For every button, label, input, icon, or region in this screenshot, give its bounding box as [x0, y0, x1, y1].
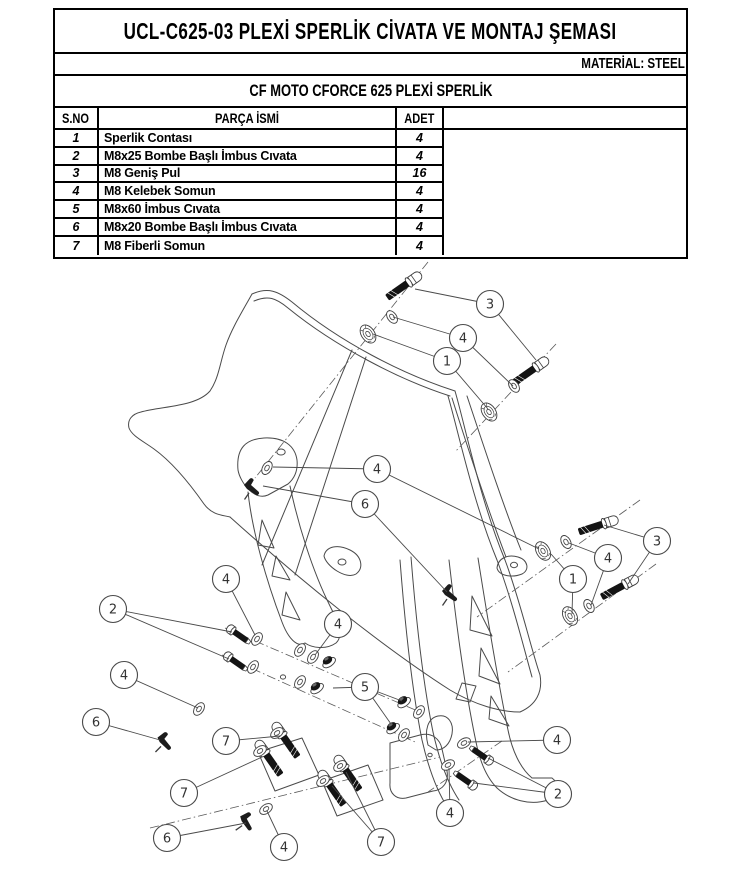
dome-bolt-glyph: [222, 650, 250, 673]
allen-bolt-glyph: [599, 573, 641, 602]
balloon-number: 4: [458, 331, 468, 347]
balloon-number: 1: [568, 572, 578, 588]
mounting-frame: [400, 396, 558, 808]
washer-glyph: [191, 701, 206, 718]
dome-bolt-glyph: [225, 623, 253, 646]
table-empty-area: [444, 130, 686, 255]
balloon-number: 3: [485, 297, 495, 313]
material-row: [55, 54, 686, 76]
balloon-number: 4: [221, 572, 231, 588]
part-row-name: M8 Fiberli Somun: [99, 237, 397, 255]
dome-bolt-glyph: [452, 768, 480, 791]
part-row-name: M8 Geniş Pul: [99, 166, 397, 184]
balloon-number: 4: [603, 551, 613, 567]
balloon-number: 6: [91, 715, 101, 731]
balloon-number: 6: [360, 497, 370, 513]
material-label: MATERİAL: STEEL: [580, 56, 685, 72]
parts-table: [55, 108, 686, 255]
balloon-number: 2: [553, 787, 563, 803]
part-row-qty: 16: [397, 166, 444, 184]
column-header-sno: S.NO: [55, 108, 99, 130]
column-header-empty: [444, 108, 686, 130]
balloon-number: 4: [445, 806, 455, 822]
washer-glyph: [245, 659, 260, 676]
balloon-number: 4: [119, 668, 129, 684]
document-subtitle: CF MOTO CFORCE 625 PLEXİ SPERLİK: [248, 81, 493, 100]
gasket-glyph: [532, 539, 553, 563]
part-row-no: 2: [55, 148, 99, 166]
balloon-leader-line: [377, 469, 539, 549]
balloon-number: 3: [652, 534, 662, 550]
allen-bolt-glyph: [253, 738, 286, 778]
part-row-qty: 4: [397, 201, 444, 219]
part-row-qty: 4: [397, 130, 444, 148]
allen-bolt-glyph: [332, 753, 365, 793]
balloon-leader-line: [365, 504, 447, 592]
washer-glyph: [411, 704, 426, 721]
part-row-no: 3: [55, 166, 99, 184]
wing-fastener-glyph: [155, 731, 174, 755]
balloon-number: 4: [279, 840, 289, 856]
gasket-glyph: [559, 604, 580, 628]
document-title: UCL-C625-03 PLEXİ SPERLİK CİVATA VE MONTAJ ŞEMASI: [124, 17, 617, 44]
washer-glyph: [384, 309, 399, 326]
column-header-qty: ADET: [397, 108, 444, 130]
balloon-leader-line: [113, 609, 232, 632]
part-row-qty: 4: [397, 237, 444, 255]
balloon-number: 7: [376, 835, 386, 851]
part-row-name: M8x25 Bombe Başlı İmbus Cıvata: [99, 148, 397, 166]
balloon-leader-line: [113, 609, 229, 659]
part-row-no: 6: [55, 219, 99, 237]
gasket-glyph: [357, 322, 379, 346]
balloon-number: 5: [360, 680, 370, 696]
washer-glyph: [258, 801, 275, 816]
gasket-glyph: [478, 400, 500, 424]
part-row-qty: 4: [397, 219, 444, 237]
washer-glyph: [260, 460, 275, 477]
flange-nut-glyph: [308, 679, 326, 696]
flange-nut-glyph: [320, 653, 338, 670]
balloon-number: 2: [108, 602, 118, 618]
allen-bolt-glyph: [384, 270, 424, 303]
balloon-leader-line: [273, 467, 377, 469]
wing-fastener-glyph: [244, 478, 259, 499]
balloon-number: 4: [333, 617, 343, 633]
washer-glyph: [292, 642, 307, 659]
part-row-qty: 4: [397, 183, 444, 201]
balloon-number: 6: [162, 831, 172, 847]
part-row-name: M8x20 Bombe Başlı İmbus Cıvata: [99, 219, 397, 237]
wing-fastener-glyph: [235, 810, 256, 835]
balloon-callouts: [83, 291, 671, 861]
part-row-no: 1: [55, 130, 99, 148]
washer-glyph: [249, 631, 264, 648]
wing-fastener-glyph: [442, 584, 457, 605]
washer-glyph: [292, 674, 307, 691]
part-row-name: M8x60 İmbus Cıvata: [99, 201, 397, 219]
balloon-number: 4: [552, 733, 562, 749]
document-title-row: [55, 10, 686, 54]
part-row-name: M8 Kelebek Somun: [99, 183, 397, 201]
title-block: [53, 8, 688, 259]
allen-bolt-glyph: [577, 514, 620, 537]
part-row-qty: 4: [397, 148, 444, 166]
part-row-name: Sperlik Contası: [99, 130, 397, 148]
column-header-name: PARÇA İSMİ: [99, 108, 397, 130]
flange-nut-glyph: [384, 719, 402, 736]
washer-glyph: [582, 598, 597, 615]
washer-glyph: [440, 758, 457, 773]
part-row-no: 5: [55, 201, 99, 219]
balloon-number: 7: [179, 786, 189, 802]
balloon-number: 7: [221, 734, 231, 750]
washer-glyph: [559, 534, 574, 551]
balloon-number: 1: [442, 354, 452, 370]
part-row-no: 7: [55, 237, 99, 255]
subtitle-row: [55, 76, 686, 108]
balloon-number: 4: [372, 462, 382, 478]
balloon-leader-line: [263, 486, 365, 504]
part-row-no: 4: [55, 183, 99, 201]
